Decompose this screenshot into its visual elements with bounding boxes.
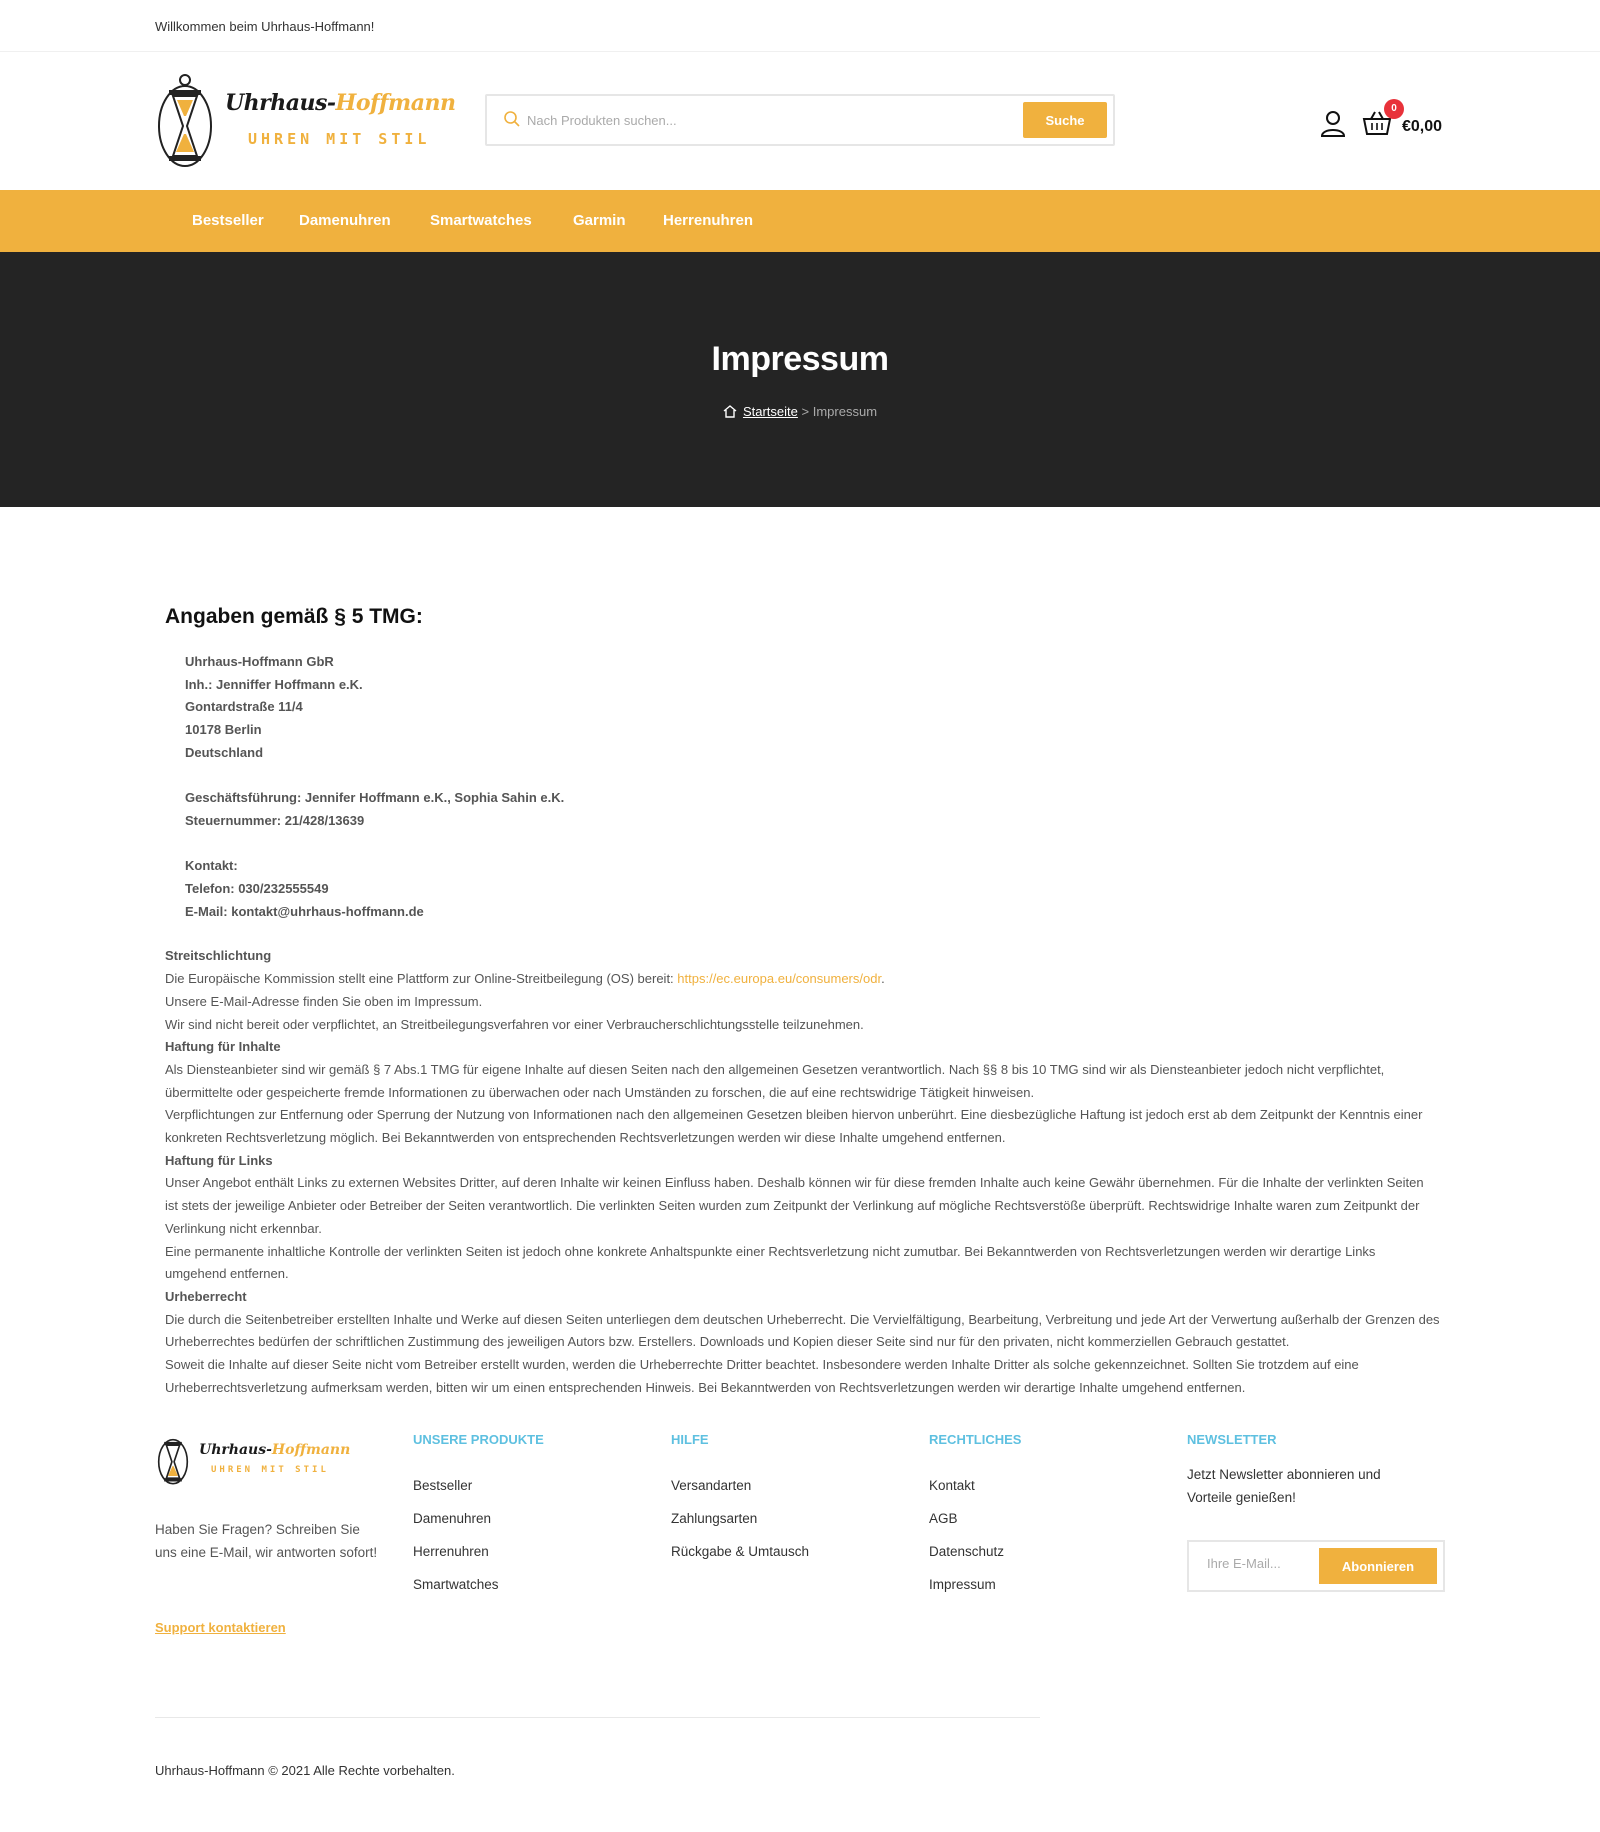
breadcrumb-separator: > [801, 404, 810, 419]
address-block [165, 651, 1440, 923]
breadcrumb [0, 404, 1600, 419]
hourglass-lantern-icon [155, 72, 215, 172]
haftung-inhalte-heading: Haftung für Inhalte [165, 1039, 281, 1055]
city: 10178 Berlin [185, 722, 262, 738]
country: Deutschland [185, 744, 264, 760]
site-logo[interactable] [155, 72, 456, 172]
footer-link[interactable]: Zahlungsarten [671, 1511, 758, 1526]
tax-number: Steuernummer: 21/428/13639 [185, 812, 365, 828]
haftung-links-heading: Haftung für Links [165, 1152, 273, 1168]
footer-newsletter-heading: NEWSLETTER [1187, 1432, 1277, 1447]
email: E-Mail: kontakt@uhrhaus-hoffmann.de [185, 903, 424, 919]
urheberrecht-para-2: Soweit die Inhalte auf dieser Seite nicht vom Betreiber erstellt wurden, werden die Urheberrechte Dritter beachtet. Insbesondere werden Inhalte Dritter als solche gekennzeichnet. Sollten Sie trotzdem auf eine Urheberrechtsverletzung aufmerksam werden, bitten wir um einen entsprechenden Hinweis. Bei Bekanntwerden von Rechtsverletzungen werden wir derartige Inhalte umgehend entfernen. [165, 1357, 1359, 1395]
haftung-inhalte-para-2: Verpflichtungen zur Entfernung oder Sperrung der Nutzung von Informationen nach den allgemeinen Gesetzen bleiben hiervon unberührt. Eine diesbezügliche Haftung ist jedoch erst ab dem Zeitpunkt der Kenntnis einer konkreten Rechtsverletzung möglich. Bei Bekanntwerden von entsprechenden Rechtsverletzungen werden wir diese Inhalte umgehend entfernen. [165, 1107, 1423, 1146]
footer-link[interactable]: Impressum [929, 1577, 996, 1592]
footer-link[interactable]: Herrenuhren [413, 1544, 489, 1559]
section-heading: Angaben gemäß § 5 TMG: [165, 605, 423, 628]
newsletter-text: Jetzt Newsletter abonnieren und Vorteile genießen! [1187, 1467, 1381, 1505]
odr-link[interactable]: https://ec.europa.eu/consumers/odr [677, 971, 882, 987]
user-account-icon[interactable] [1320, 110, 1346, 138]
contact-label: Kontakt: [185, 858, 238, 874]
nav-item-garmin[interactable]: Garmin [573, 212, 626, 229]
footer-products-heading: UNSERE PRODUKTE [413, 1432, 544, 1447]
footer-help-column [671, 1432, 809, 1568]
footer-link[interactable]: AGB [929, 1511, 958, 1526]
copyright: Uhrhaus-Hoffmann © 2021 Alle Rechte vorbehalten. [155, 1763, 455, 1778]
impressum-content [165, 605, 1440, 1399]
cart-count-badge: 0 [1384, 99, 1404, 119]
footer-newsletter-column [1187, 1432, 1447, 1602]
logo-tagline: UHREN MIT STIL [248, 130, 431, 148]
nav-item-damenuhren[interactable]: Damenuhren [299, 212, 391, 229]
footer-divider [155, 1717, 1040, 1718]
nav-item-herrenuhren[interactable]: Herrenuhren [663, 212, 754, 229]
footer-link[interactable]: Versandarten [671, 1478, 752, 1493]
header [0, 52, 1600, 190]
newsletter-form [1187, 1540, 1445, 1592]
footer-link[interactable]: Smartwatches [413, 1577, 499, 1592]
management: Geschäftsführung: Jennifer Hoffmann e.K., Sophia Sahin e.K. [185, 790, 565, 806]
urheberrecht-para-1: Die durch die Seitenbetreiber erstellten Inhalte und Werke auf diesen Seiten unterliegen dem deutschen Urheberrecht. Die Vervielfältigung, Bearbeitung, Verbreitung und jede Art der Verwertung außerhalb der Grenzen des Urheberrechtes bedürfen der schriftlichen Zustimmung des jeweiligen Autors bzw. Erstellers. Downloads und Kopien dieser Seite sind nur für den privaten, nicht kommerziellen Gebrauch gestattet. [165, 1311, 1440, 1350]
breadcrumb-home-link[interactable]: Startseite [742, 404, 798, 419]
legal-text [165, 945, 1440, 1399]
subscribe-button[interactable]: Abonnieren [1319, 1548, 1437, 1584]
newsletter-email-input[interactable] [1207, 1556, 1307, 1571]
streitschlichtung-para-2: Unsere E-Mail-Adresse finden Sie oben im Impressum. [165, 993, 483, 1009]
breadcrumb-current: Impressum [812, 404, 878, 419]
streitschlichtung-para-1: Die Europäische Kommission stellt eine Plattform zur Online-Streitbeilegung (OS) bereit: https://ec.europa.eu/consumers/odr. [165, 971, 885, 987]
footer-link[interactable]: Kontakt [929, 1478, 975, 1493]
street: Gontardstraße 11/4 [185, 699, 303, 715]
top-bar [0, 0, 1600, 52]
urheberrecht-heading: Urheberrecht [165, 1288, 247, 1304]
footer-link[interactable]: Datenschutz [929, 1544, 1005, 1559]
streitschlichtung-para-3: Wir sind nicht bereit oder verpflichtet, an Streitbeilegungsverfahren vor einer Verbraucherschlichtungsstelle teilzunehmen. [165, 1016, 864, 1032]
phone: Telefon: 030/232555549 [185, 881, 329, 896]
footer-logo-title: Uhrhaus-Hoffmann [199, 1442, 351, 1458]
nav-item-smartwatches[interactable]: Smartwatches [430, 212, 532, 229]
page-hero [0, 252, 1600, 507]
footer-help-heading: HILFE [671, 1432, 709, 1447]
footer-legal-heading: RECHTLICHES [929, 1432, 1022, 1447]
haftung-links-para-1: Unser Angebot enthält Links zu externen Websites Dritter, auf deren Inhalte wir keinen Einfluss haben. Deshalb können wir für diese fremden Inhalte auch keine Gewähr übernehmen. Für die Inhalte der verlinkten Seiten ist stets der jeweilige Anbieter oder Betreiber der Seiten verantwortlich. Die verlinkten Seiten wurden zum Zeitpunkt der Verlinkung auf mögliche Rechtsverstöße überprüft. Rechtswidrige Inhalte waren zum Zeitpunkt der Verlinkung nicht erkennbar. [165, 1175, 1424, 1236]
footer-link[interactable]: Damenuhren [413, 1511, 492, 1526]
main-navigation [0, 190, 1600, 252]
haftung-inhalte-para-1: Als Diensteanbieter sind wir gemäß § 7 Abs.1 TMG für eigene Inhalte auf diesen Seiten nach den allgemeinen Gesetzen verantwortlich. Nach §§ 8 bis 10 TMG sind wir als Diensteanbieter jedoch nicht verpflichtet, übermittelte oder gespeicherte fremde Informationen zu überwachen oder nach Umständen zu forschen, die auf eine rechtswidrige Tätigkeit hinweisen. [165, 1061, 1385, 1100]
footer-link[interactable]: Rückgabe & Umtausch [671, 1544, 810, 1559]
welcome-text: Willkommen beim Uhrhaus-Hoffmann! [155, 19, 375, 34]
footer-logo[interactable] [155, 1432, 351, 1487]
search-input[interactable] [527, 108, 1007, 132]
search-icon [503, 110, 521, 128]
footer-link[interactable]: Bestseller [413, 1478, 473, 1493]
cart-total[interactable]: €0,00 [1402, 118, 1443, 135]
haftung-links-para-2: Eine permanente inhaltliche Kontrolle der verlinkten Seiten ist jedoch ohne konkrete Anhaltspunkte einer Rechtsverletzung nicht zumutbar. Bei Bekanntwerden von Rechtsverletzungen werden wir derartige Links umgehend entfernen. [165, 1243, 1376, 1282]
home-icon [723, 405, 737, 418]
footer-legal-column [929, 1432, 1021, 1601]
search-bar [485, 94, 1115, 146]
footer-description: Haben Sie Fragen? Schreiben Sie uns eine E-Mail, wir antworten sofort! [155, 1522, 378, 1560]
company-name: Uhrhaus-Hoffmann GbR [185, 654, 334, 669]
hourglass-lantern-icon [155, 1432, 191, 1487]
footer-logo-tagline: UHREN MIT STIL [211, 1465, 329, 1475]
support-link[interactable]: Support kontaktieren [155, 1620, 286, 1635]
streitschlichtung-heading: Streitschlichtung [165, 948, 272, 964]
nav-item-bestseller[interactable]: Bestseller [192, 212, 264, 229]
owner: Inh.: Jenniffer Hoffmann e.K. [185, 676, 363, 692]
logo-title: Uhrhaus-Hoffmann [225, 90, 456, 116]
search-button[interactable]: Suche [1023, 102, 1107, 138]
page-title: Impressum [711, 340, 889, 378]
footer-products-column [413, 1432, 544, 1601]
